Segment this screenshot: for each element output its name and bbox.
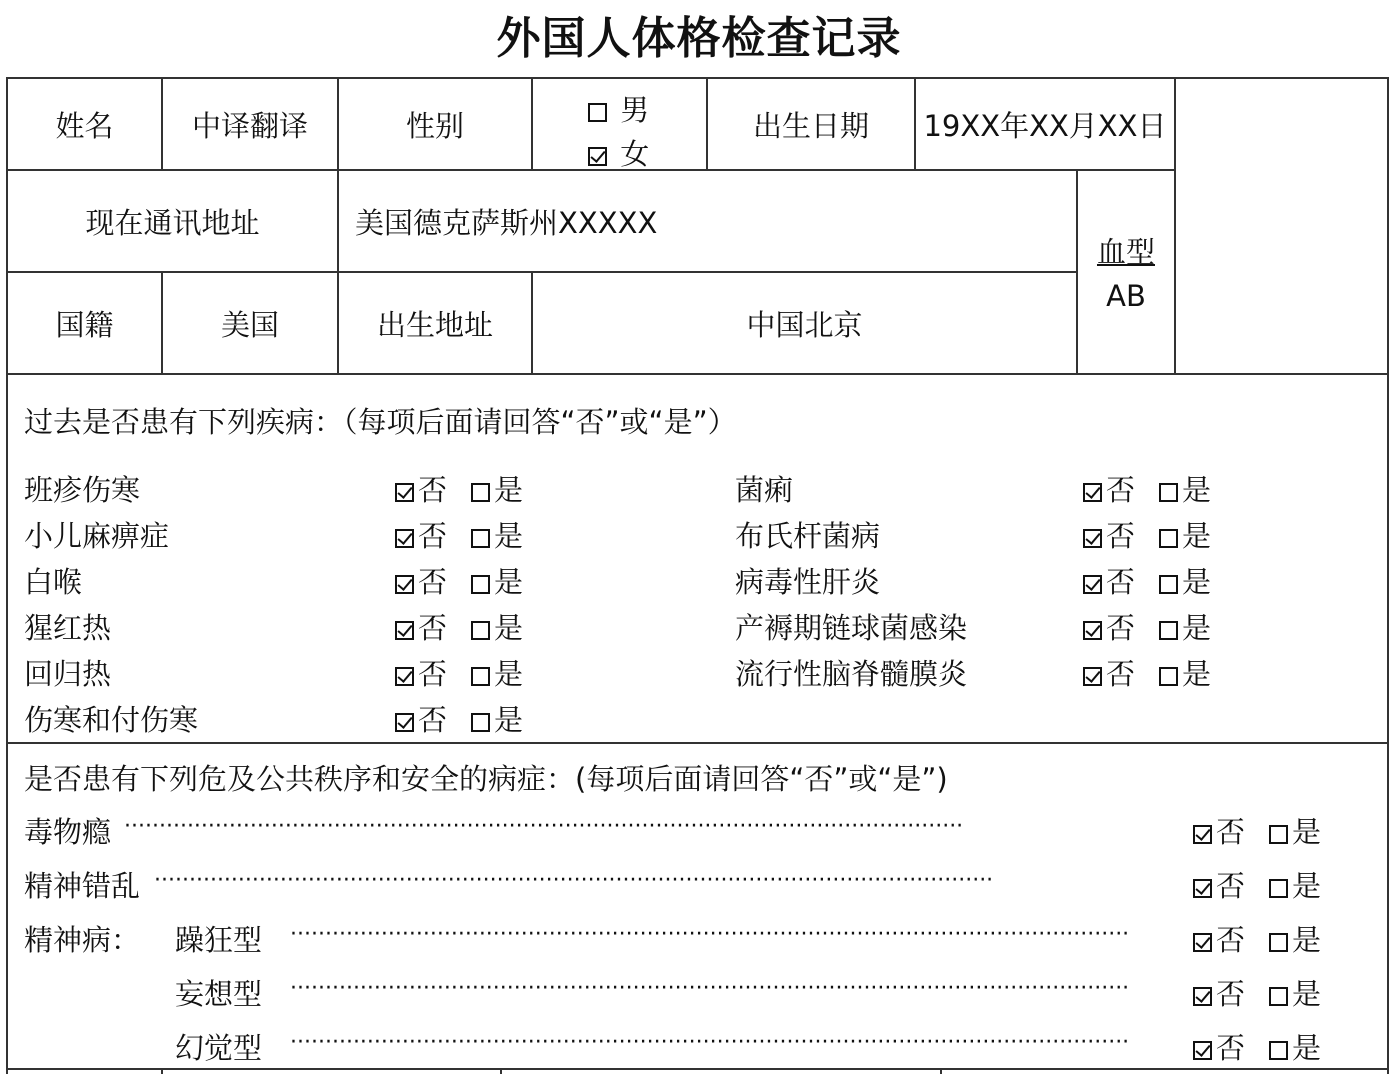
checkbox-checked-icon[interactable] [395,575,414,594]
checkbox-checked-icon[interactable] [1193,879,1212,898]
condition-name: 妄想型 [175,977,263,1011]
birthdate-label: 出生日期 [752,108,869,143]
gender-option-male[interactable]: 男 [588,88,649,132]
answer-checkboxes [395,606,523,647]
checkbox-unchecked-icon[interactable] [471,575,490,594]
answer-yes-label: 是 [1292,923,1322,957]
checkbox-checked-icon[interactable] [395,483,414,502]
answer-yes-label: 是 [494,473,524,507]
leader-dots: ························································································································ [290,1030,1130,1055]
answer-no-label: 否 [1216,977,1246,1011]
answer-no-label: 否 [1106,611,1136,645]
condition-name: 幻觉型 [175,1031,263,1065]
checkbox-unchecked-icon[interactable] [1159,575,1178,594]
name-label: 姓名 [55,108,114,143]
answer-yes-label: 是 [1182,519,1212,553]
checkbox-unchecked-icon[interactable] [1159,667,1178,686]
public-safety-heading: 是否患有下列危及公共秩序和安全的病症：(每项后面请回答“否”或“是”) [24,762,948,796]
answer-checkboxes [1193,864,1321,905]
leader-dots: ························································································································ [290,922,1130,947]
checkbox-checked-icon[interactable] [1083,621,1102,640]
disease-name: 布氏杆菌病 [735,519,881,553]
disease-name: 产褥期链球菌感染 [735,611,968,645]
col-divider [1174,77,1176,373]
answer-yes-label: 是 [494,611,524,645]
answer-yes-label: 是 [1292,1031,1322,1065]
answer-no-label: 否 [418,473,448,507]
nationality-label: 国籍 [55,307,114,342]
blood-type-label: 血型 [1096,235,1155,269]
answer-yes-label: 是 [1182,611,1212,645]
blood-type-value[interactable]: AB [1106,279,1146,313]
answer-no-label: 否 [1106,519,1136,553]
birthdate-value[interactable]: 19XX年XX月XX日 [923,108,1167,143]
checkbox-unchecked-icon[interactable] [1269,1041,1288,1060]
checkbox-checked-icon[interactable] [395,667,414,686]
answer-checkboxes [1193,918,1321,959]
condition-name: 躁狂型 [175,923,263,957]
answer-yes-label: 是 [494,703,524,737]
checkbox-checked-icon[interactable] [1193,1041,1212,1060]
checkbox-unchecked-icon[interactable] [1269,987,1288,1006]
checkbox-unchecked-icon[interactable] [1269,879,1288,898]
answer-no-label: 否 [1216,923,1246,957]
answer-no-label: 否 [1106,565,1136,599]
answer-checkboxes [395,514,523,555]
answer-no-label: 否 [1106,657,1136,691]
answer-no-label: 否 [418,519,448,553]
answer-checkboxes [1083,652,1211,693]
checkbox-checked-icon[interactable] [1083,529,1102,548]
gender-option-female[interactable]: 女 [588,132,649,176]
checkbox-unchecked-icon[interactable] [1159,483,1178,502]
col-stub [940,1068,942,1074]
disease-name: 回归热 [24,657,112,691]
col-stub [161,1068,163,1074]
table-border-right [1387,77,1389,1074]
name-value[interactable]: 中译翻译 [191,108,308,143]
disease-name: 菌痢 [735,473,794,507]
checkbox-unchecked-icon[interactable] [471,621,490,640]
condition-name: 精神错乱 [24,869,141,903]
answer-yes-label: 是 [1182,473,1212,507]
answer-checkboxes [1083,560,1211,601]
checkbox-checked-icon[interactable] [1193,933,1212,952]
checkbox-checked-icon[interactable] [1193,825,1212,844]
answer-checkboxes [395,560,523,601]
answer-no-label: 否 [418,565,448,599]
checkbox-unchecked-icon[interactable] [1159,621,1178,640]
blood-type [1078,230,1174,318]
condition-name: 毒物瘾 [24,815,112,849]
col-stub [500,1068,502,1074]
answer-no-label: 否 [1216,815,1246,849]
checkbox-unchecked-icon[interactable] [1269,933,1288,952]
checkbox-checked-icon[interactable] [395,713,414,732]
col-divider [531,77,533,169]
answer-yes-label: 是 [1182,565,1212,599]
answer-checkboxes [1083,468,1211,509]
answer-yes-label: 是 [1292,977,1322,1011]
checkbox-checked-icon[interactable] [1083,575,1102,594]
checkbox-unchecked-icon[interactable] [471,529,490,548]
checkbox-unchecked-icon[interactable] [471,713,490,732]
answer-yes-label: 是 [1182,657,1212,691]
disease-name: 白喉 [24,565,83,599]
checkbox-checked-icon[interactable] [1083,667,1102,686]
answer-no-label: 否 [1216,1031,1246,1065]
answer-yes-label: 是 [494,519,524,553]
checkbox-checked-icon[interactable] [395,529,414,548]
disease-name: 病毒性肝炎 [735,565,881,599]
disease-name: 班疹伤寒 [24,473,141,507]
leader-dots: ························································································································ [124,814,964,839]
birthplace-label: 出生地址 [376,307,493,342]
page-title: 外国人体格检查记录 [496,13,902,64]
answer-no-label: 否 [1106,473,1136,507]
leader-dots: ························································································································ [290,976,1130,1001]
disease-group-label: 精神病： [24,923,141,957]
answer-checkboxes [1083,606,1211,647]
answer-checkboxes [395,468,523,509]
checkbox-unchecked-icon[interactable] [471,483,490,502]
answer-yes-label: 是 [1292,815,1322,849]
gender-options [588,88,649,176]
birthplace-value[interactable]: 中国北京 [746,307,863,342]
disease-name: 伤寒和付伤寒 [24,703,199,737]
checkbox-unchecked-icon[interactable] [471,667,490,686]
disease-name: 猩红热 [24,611,112,645]
answer-no-label: 否 [418,611,448,645]
address-label: 现在通讯地址 [85,205,260,240]
answer-yes-label: 是 [494,657,524,691]
answer-checkboxes [395,698,523,739]
checkbox-unchecked-icon[interactable] [1269,825,1288,844]
gender-label: 性别 [405,108,464,143]
disease-name: 流行性脑脊髓膜炎 [735,657,968,691]
leader-dots: ························································································································ [154,868,994,893]
row-divider-3 [6,373,1389,375]
answer-checkboxes [1083,514,1211,555]
address-value[interactable]: 美国德克萨斯州XXXXX [355,205,658,240]
answer-no-label: 否 [1216,869,1246,903]
answer-checkboxes [1193,810,1321,851]
answer-checkboxes [1193,972,1321,1013]
past-diseases-heading: 过去是否患有下列疾病：（每项后面请回答“否”或“是”） [24,405,737,439]
table-border-bottom [6,1068,1389,1070]
section-divider [6,742,1389,744]
disease-name: 小儿麻痹症 [24,519,170,553]
answer-checkboxes [395,652,523,693]
checkbox-unchecked-icon[interactable] [588,103,607,122]
nationality-value[interactable]: 美国 [220,307,279,342]
checkbox-checked-icon[interactable] [395,621,414,640]
answer-yes-label: 是 [494,565,524,599]
checkbox-checked-icon[interactable] [588,147,607,166]
answer-no-label: 否 [418,657,448,691]
answer-yes-label: 是 [1292,869,1322,903]
checkbox-checked-icon[interactable] [1193,987,1212,1006]
answer-checkboxes [1193,1026,1321,1067]
answer-no-label: 否 [418,703,448,737]
checkbox-unchecked-icon[interactable] [1159,529,1178,548]
checkbox-checked-icon[interactable] [1083,483,1102,502]
